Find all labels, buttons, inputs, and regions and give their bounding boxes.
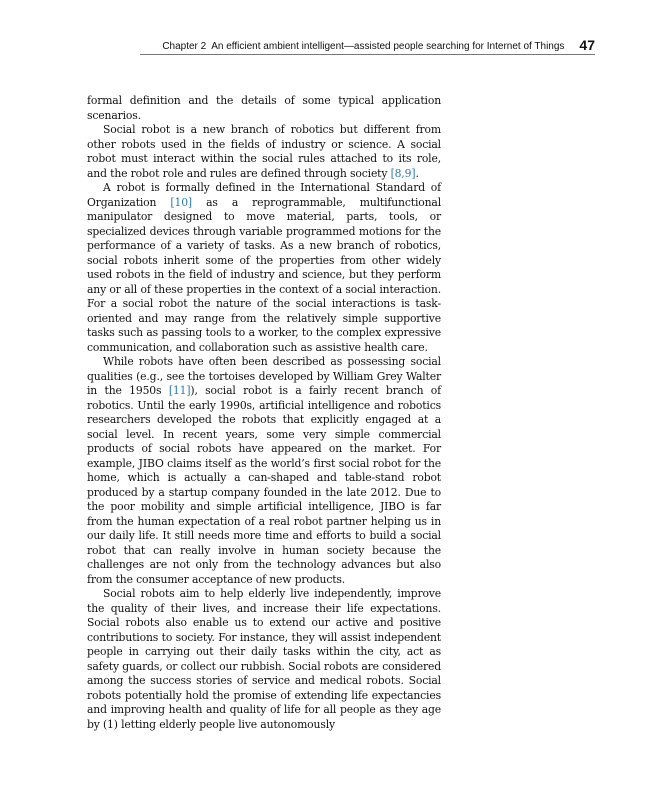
text-run: ), social robot is a fairly recent branch of robotics. Until the early 1990s, artificial intelligence and robotics researchers developed the robots that explicitly engaged at a social level. In recent years, some very simple commercial products of social robots have appeared on the market. For example, JIBO claims itself as the world’s first social robot for the home, which is actually a can-shaped and table-stand robot produced by a startup company founded in the late 2012. Due to the poor mobility and simple artificial intelligence, JIBO is far from the human expectation of a real robot partner helping us in our daily life. It still needs more time and efforts to build a social robot that can really involve in human society because the challenges are not only from the technology advances but also from the consumer acceptance of new products. — [87, 384, 441, 586]
body-text — [87, 94, 441, 732]
chapter-title: An efficient ambient intelligent—assisted people searching for Internet of Things — [211, 41, 565, 52]
text-run: Social robot is a new branch of robotics but different from other robots used in the fields of industry or science. A social robot must interact within the social rules attached to its role, and the robot role and rules are defined through society — [87, 123, 441, 180]
citation-link[interactable]: [8,9] — [390, 166, 416, 180]
paragraph — [87, 123, 441, 181]
running-head — [140, 34, 595, 52]
paragraph — [87, 181, 441, 355]
page-number: 47 — [579, 37, 595, 53]
citation-link[interactable]: [10] — [170, 195, 192, 209]
paragraph — [87, 355, 441, 587]
citation-link[interactable]: [11] — [168, 384, 191, 397]
header-rule — [140, 54, 595, 55]
text-run: A robot is formally defined in the International Standard of Organization — [87, 181, 441, 209]
paragraph — [87, 94, 441, 123]
chapter-label: Chapter 2 — [162, 41, 207, 52]
text-run: Social robots aim to help elderly live independently, improve the quality of their lives, and increase their life expectations. Social robots also enable us to extend our active and positive contributions to society. For instance, they will assist independent people in carrying out their daily tasks within the city, act as safety guards, or collect our rubbish. Social robots are considered among the success stories of service and medical robots. Social robots potentially hold the promise of extending life expectancies and improving health and quality of life for all people as they age by (1) letting elderly people live autonomously — [87, 587, 441, 731]
text-run: While robots have often been described as possessing social qualities (e.g., see the tortoises developed by William Grey Walter in the 1950s — [87, 355, 441, 397]
text-run: . — [415, 166, 419, 180]
paragraph — [87, 587, 441, 732]
text-run: formal definition and the details of some typical application scenarios. — [87, 94, 441, 122]
text-run: as a reprogrammable, multifunctional manipulator designed to move material, parts, tools, or specialized devices through variable programmed motions for the performance of a variety of tasks. As a new branch of robotics, social robots inherit some of the properties from other widely used robots in the field of industry and science, but they perform any or all of these properties in the context of a social interaction. For a social robot the nature of the social interactions is task-oriented and may range from the relatively simple supportive tasks such as passing tools to a worker, to the complex expressive communication, and collaboration such as assistive health care. — [87, 195, 441, 354]
